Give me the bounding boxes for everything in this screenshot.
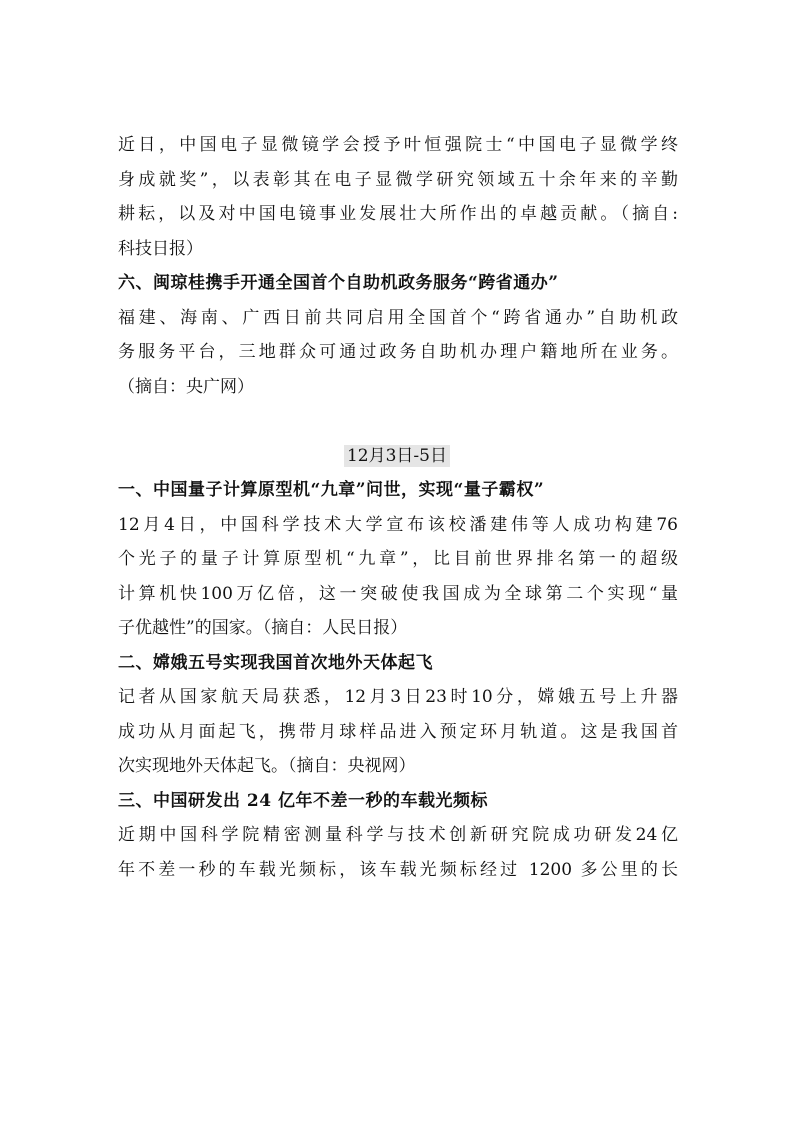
- paragraph-line: 次实现地外天体起飞。（摘自：央视网）: [118, 756, 416, 776]
- paragraph-line: 12月4日，中国科学技术大学宣布该校潘建伟等人成功构建76: [118, 514, 678, 535]
- paragraph-line: 近期中国科学院精密测量科学与技术创新研究院成功研发24亿: [118, 825, 678, 845]
- news-item-two: [118, 646, 678, 784]
- paragraph-line: 子优越性”的国家。（摘自：人民日报）: [118, 618, 408, 638]
- paragraph-line: 记者从国家航天局获悉，12月3日23时10分，嫦娥五号上升器: [118, 687, 678, 707]
- paragraph-line: 科技日报）: [118, 238, 203, 259]
- paragraph-line: 近日，中国电子显微镜学会授予叶恒强院士“中国电子显微学终: [118, 135, 678, 155]
- paragraph-line: 年不差一秒的车载光频标，该车载光频标经过 1200 多公里的长: [118, 859, 678, 880]
- paragraph-line: 个光子的量子计算原型机“九章”，比目前世界排名第一的超级: [118, 549, 678, 569]
- news-heading: 一、中国量子计算原型机“九章”问世，实现“量子霸权”: [118, 480, 545, 500]
- paragraph-line: 成功从月面起飞，携带月球样品进入预定环月轨道。这是我国首: [118, 721, 678, 742]
- paragraph-line: 务服务平台，三地群众可通过政务自助机办理户籍地所在业务。: [118, 342, 678, 362]
- news-heading: 二、嫦娥五号实现我国首次地外天体起飞: [118, 652, 433, 673]
- section-date: 12月3日-5日: [344, 445, 450, 467]
- news-item-one: [118, 473, 678, 646]
- news-item-continuation: [118, 128, 678, 266]
- news-item-three: [118, 784, 678, 888]
- paragraph-line: 耕耘，以及对中国电镜事业发展壮大所作出的卓越贡献。（摘自:: [118, 204, 678, 224]
- section-date-row: [116, 439, 678, 474]
- section-spacer: [118, 404, 678, 439]
- paragraph-line: （摘自：央广网）: [118, 376, 254, 397]
- paragraph-line: 身成就奖”，以表彰其在电子显微学研究领域五十余年来的辛勤: [118, 169, 678, 190]
- document-page: [118, 128, 678, 887]
- news-heading: 三、中国研发出 24 亿年不差一秒的车载光频标: [118, 790, 488, 811]
- news-heading: 六、闽琼桂携手开通全国首个自助机政务服务“跨省通办”: [118, 273, 559, 293]
- paragraph-line: 福建、海南、广西日前共同启用全国首个“跨省通办”自助机政: [118, 307, 678, 328]
- paragraph-line: 计算机快100万亿倍，这一突破使我国成为全球第二个实现“量: [118, 583, 678, 604]
- news-item-six: [118, 266, 678, 404]
